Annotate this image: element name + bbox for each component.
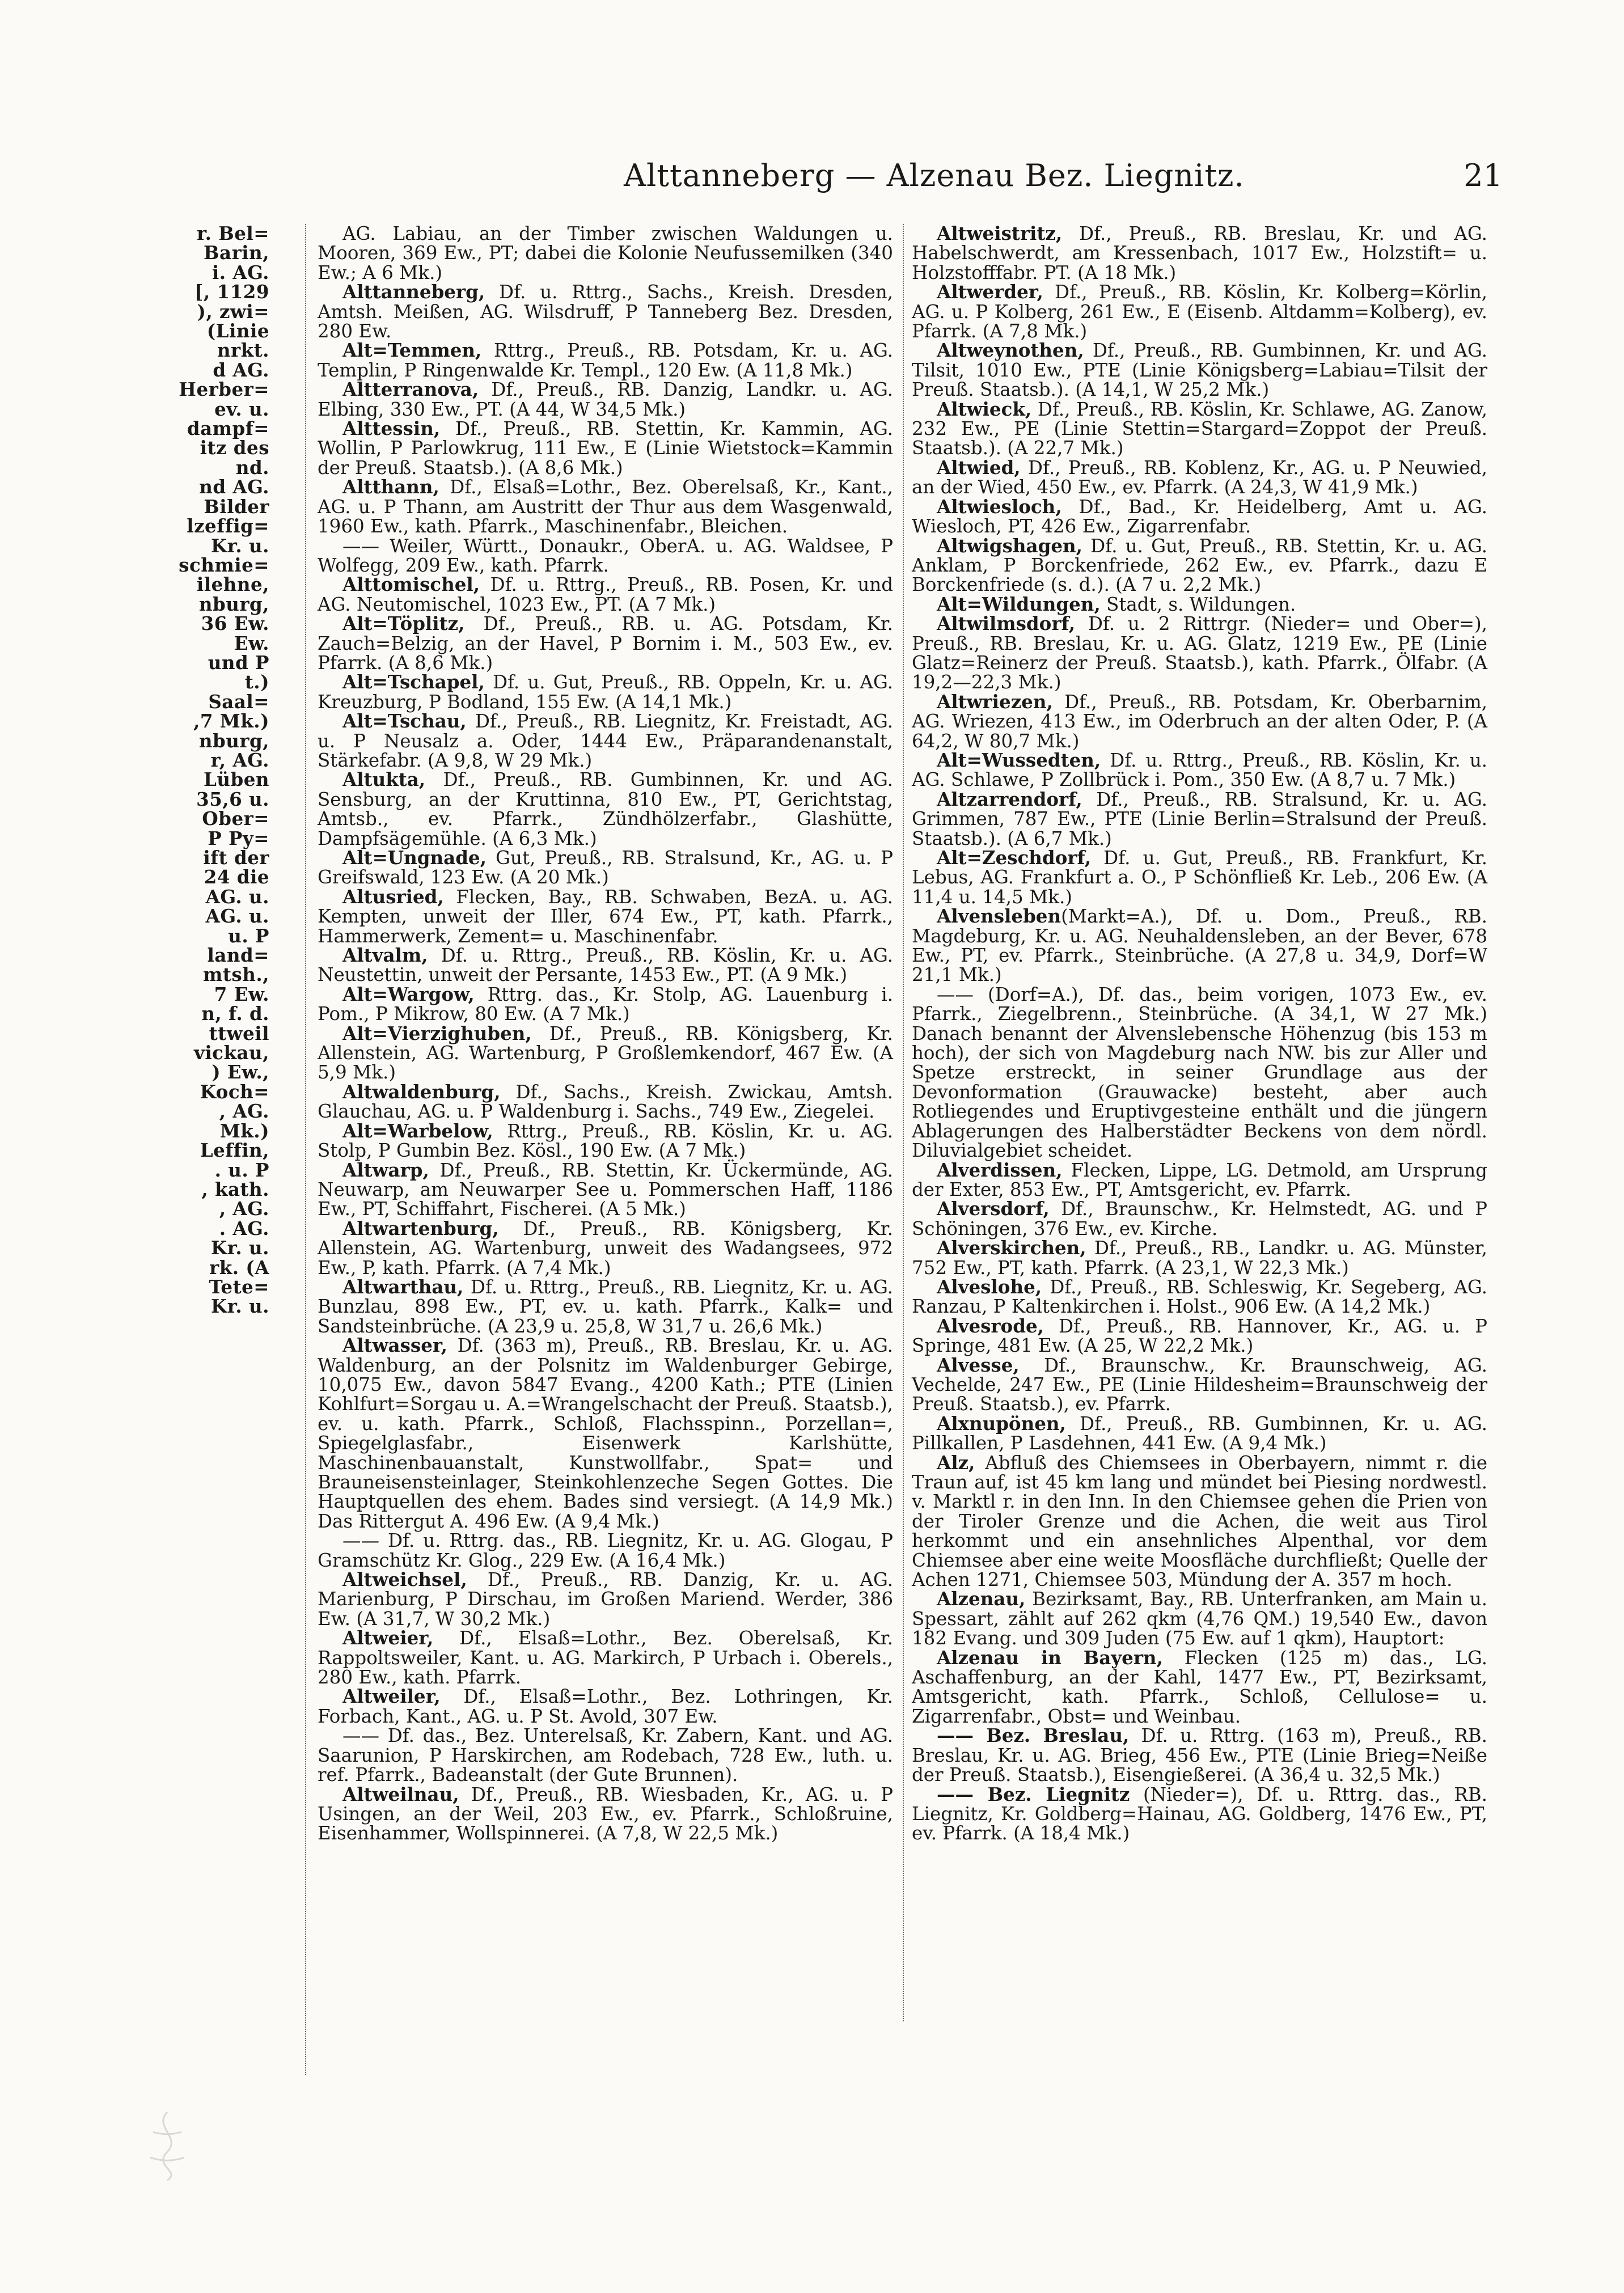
right-column [912,224,1487,1843]
entry-keyword: Altwiesloch, [937,495,1062,518]
entry-text: Rttrg. das., Kr. Stolp, AG. Lauenburg i. Pom., P Mikrow, 80 Ew. (A 7 Mk.) [318,983,893,1025]
entry-keyword: Altwilmsdorf, [937,612,1076,635]
left-fragment-line: land= [207,944,269,967]
left-fragment-line: Ober= [202,807,269,830]
gazetteer-entry [912,614,1487,692]
entry-keyword: Alt=Wargow, [342,983,475,1005]
left-fragment-line: dampf= [187,417,269,440]
gazetteer-entry [318,1687,893,1726]
entry-keyword: Altweynothen, [937,339,1084,362]
entry-text: Df. u. Gut, Preuß., RB. Frankfurt, Kr. Lebus, AG. Frankfurt a. O., P Schönfließ Kr. Leb., 206 Ew. (A 11,4 u. 14,5 Mk.) [912,847,1487,908]
entry-keyword: Alverskirchen, [937,1237,1086,1259]
gazetteer-entry [912,790,1487,848]
entry-keyword: Alttomischel, [342,573,480,596]
entry-text: Df., Preuß., RB. Danzig, Landkr. u. AG. Elbing, 330 Ew., PT. (A 44, W 34,5 Mk.) [318,379,893,420]
gazetteer-entry [912,595,1487,614]
left-fragment-line: vickau, [193,1042,269,1064]
left-column-fragment [45,224,269,1317]
entry-keyword: Altukta, [342,768,426,791]
left-fragment-line: , AG. [219,1198,269,1220]
gazetteer-entry [912,1353,1487,1415]
entry-keyword: Alttanneberg, [342,281,485,303]
entry-keyword: Alvensleben [937,905,1061,928]
entry-text: Df. u. Rttrg., Sachs., Kreish. Dresden, Amtsh. Meißen, AG. Wilsdruff, P Tanneberg Bez. Dresden, 280 Ew. [318,281,893,342]
column-rule-left [305,224,306,2075]
left-fragment-line: itz des [200,437,269,459]
left-fragment-line: ift der [203,847,269,869]
entry-text: Flecken (125 m) das., LG. Aschaffenburg, an der Kahl, 1477 Ew., PT, Bezirksamt, Amtsgericht, kath. Pfarrk., Schloß, Cellulose= u. Zigarrenfabr., Obst= und Weinbau. [912,1647,1487,1727]
gazetteer-entry [318,477,893,536]
gazetteer-entry [912,458,1487,497]
entry-keyword: Altvalm, [342,944,428,967]
entry-keyword: Alt=Tschapel, [342,671,485,693]
entry-text: Rttrg., Preuß., RB. Potsdam, Kr. u. AG. Templin, P Ringenwalde Kr. Templ., 120 Ew. (A 11,8 Mk.) [318,340,893,381]
gazetteer-entry [318,1628,893,1687]
entry-text: Df., Preuß., RB. u. AG. Potsdam, Kr. Zauch=Belzig, an der Havel, P Bornim i. M., 503 Ew., ev. Pfarrk. (A 8,6 Mk.) [318,613,893,674]
entry-keyword: Alversdorf, [937,1198,1050,1220]
left-fragment-line: mtsh., [203,963,269,986]
gazetteer-entry [912,985,1487,1161]
entry-keyword: —— Bez. Liegnitz [937,1783,1130,1805]
gazetteer-entry [318,1726,893,1784]
gazetteer-entry [318,1158,893,1220]
left-fragment-line: P Py= [208,827,269,849]
left-fragment-line: ,7 Mk.) [193,710,269,733]
left-fragment-line: und P [208,651,269,674]
entry-text: Df., Braunschw., Kr. Braunschweig, AG. Vechelde, 247 Ew., PE (Linie Hildesheim=Braunschweig der Preuß. Staatsb.), ev. Pfarrk. [912,1354,1487,1415]
entry-keyword: Altweier, [342,1627,434,1649]
entry-keyword: Altwarthau, [342,1275,464,1298]
entry-keyword: Alt=Zeschdorf, [937,847,1092,869]
entry-keyword: Altwartenburg, [342,1217,499,1239]
entry-text: Df., Braunschw., Kr. Helmstedt, AG. und P Schöningen, 376 Ew., ev. Kirche. [912,1198,1487,1239]
entry-text: Df., Preuß., RB. Gumbinnen, Kr. und AG. Tilsit, 1010 Ew., PTE (Linie Königsberg=Labiau=Tilsit der Preuß. Staatsb.). (A 14,1, W 25,2 Mk.) [912,340,1487,401]
left-fragment-line: nburg, [198,593,269,615]
gazetteer-entry [318,614,893,672]
gazetteer-entry [912,907,1487,985]
gazetteer-entry [912,224,1487,282]
entry-text: Df., Preuß., RB. Königsberg, Kr. Allenstein, AG. Wartenburg, P Großlemkendorf, 467 Ew. (A 5,9 Mk.) [318,1022,893,1084]
entry-keyword: Alttessin, [342,417,441,440]
entry-keyword: Alz, [937,1451,975,1474]
entry-keyword: Alt=Warbelow, [342,1119,493,1142]
page-header [624,158,1503,203]
entry-text: Df., Preuß., RB. Schleswig, Kr. Segeberg, AG. Ranzau, P Kaltenkirchen i. Holst., 906 Ew. (A 14,2 Mk.) [912,1276,1487,1318]
left-fragment-line: Saal= [208,690,269,713]
left-fragment-line: r. Bel= [197,224,269,244]
entry-text: Df., Preuß., RB. Köslin, Kr. Kolberg=Körlin, AG. u. P Kolberg, 261 Ew., E (Eisenb. Altdamm=Kolberg), ev. Pfarrk. (A 7,8 Mk.) [912,281,1487,342]
entry-text: Df., Preuß., RB. Liegnitz, Kr. Freistadt, AG. u. P Neusalz a. Oder, 1444 Ew., Präparandenanstalt, Stärkefabr. (A 9,8, W 29 Mk.) [318,710,893,771]
entry-text: Df. (363 m), Preuß., RB. Breslau, Kr. u. AG. Waldenburg, an der Polsnitz im Waldenburger Gebirge, 10,075 Ew., davon 5847 Evang., 4200 Kath.; PTE (Linien Kohlfurt=Sorgau u. A.=Wrangelschacht der Preuß. Staatsb.), ev. u. kath. Pfarrk., Schloß, Flachsspinn., Porzellan=, Spiegelglasfabr., Eisenwerk Karlshütte, Maschinenbauanstalt, Kunstwollfabr., Spat= und Brauneisensteinlager, Steinkohlenzeche Segen Gottes. Die Hauptquellen des ehem. Bades sind versiegt. (A 14,9 Mk.) Das Rittergut A. 496 Ew. (A 9,4 Mk.) [318,1335,893,1532]
entry-keyword: Alt=Töplitz, [342,612,465,635]
gazetteer-entry [912,692,1487,751]
left-fragment-line: Lüben [203,768,269,791]
entry-text: Df., Preuß., RB. Stralsund, Kr. u. AG. Grimmen, 787 Ew., PTE (Linie Berlin=Stralsund der Preuß. Staatsb.). (A 6,7 Mk.) [912,788,1487,849]
left-fragment-line: lzeffig= [187,515,269,538]
gazetteer-entry [318,536,893,576]
entry-text: Bezirksamt, Bay., RB. Unterfranken, am Main u. Spessart, zählt auf 262 qkm (4,76 QM.) 19,540 Ew., davon 182 Evang. und 309 Juden (75 Ew. auf 1 qkm), Hauptort: [912,1588,1487,1649]
entry-text: Df. u. Rttrg., Preuß., RB. Posen, Kr. und AG. Neutomischel, 1023 Ew., PT. (A 7 Mk.) [318,574,893,615]
left-fragment-line: Herber= [179,378,269,401]
gazetteer-entry [912,497,1487,536]
entry-keyword: Altusried, [342,885,444,908]
left-fragment-line: d AG. [213,358,269,381]
gazetteer-entry [912,1158,1487,1200]
entry-text: Stadt, s. Wildungen. [1100,593,1296,615]
entry-text: Df., Preuß., RB. Köslin, Kr. Schlawe, AG. Zanow, 232 Ew., PE (Linie Stettin=Stargard=Zoppot der Preuß. Staatsb.). (A 22,7 Mk.) [912,398,1487,459]
left-fragment-line: Bilder [204,495,269,518]
left-fragment-line: Mk.) [219,1119,269,1142]
gazetteer-entry [318,1119,893,1162]
gazetteer-entry [318,1277,893,1336]
left-fragment-line: 7 Ew. [214,983,269,1005]
gazetteer-entry [912,1453,1487,1590]
gazetteer-entry [912,748,1487,791]
column-rule-right [903,224,904,2021]
left-fragment-line: nd. [235,456,269,479]
gazetteer-entry [318,575,893,614]
left-fragment-line: nd AG. [199,476,269,498]
gazetteer-entry [318,1219,893,1277]
left-fragment-line: 24 die [204,866,269,889]
entry-keyword: Alxnupönen, [937,1412,1066,1435]
entry-keyword: Alt=Wildungen, [937,593,1101,615]
entry-keyword: Altterranova, [342,378,479,401]
entry-keyword: Altweichsel, [342,1568,467,1591]
gazetteer-entry [912,848,1487,907]
gazetteer-entry [912,1726,1487,1784]
left-fragment-line: Tete= [209,1275,269,1298]
entry-text: —— Weiler, Württ., Donaukr., OberA. u. AG. Waldsee, P Wolfegg, 209 Ew., kath. Pfarrk. [318,535,893,576]
middle-column [318,224,893,1843]
entry-text: Gut, Preuß., RB. Stralsund, Kr., AG. u. P Greifswald, 123 Ew. (A 20 Mk.) [318,847,893,889]
left-fragment-line: nburg, [198,729,269,752]
gazetteer-entry [318,282,893,341]
entry-keyword: Altwriezen, [937,690,1053,713]
entry-text: Df., Preuß., RB. Stettin, Kr. Ückermünde, AG. Neuwarp, am Neuwarper See u. Pommerschen Haff, 1186 Ew., PT, Schiffahrt, Fischerei. (A 5 Mk.) [318,1159,893,1220]
gazetteer-entry [912,536,1487,595]
gazetteer-entry [318,1570,893,1628]
left-fragment-line: , AG. [219,1100,269,1123]
gazetteer-entry [912,1277,1487,1317]
gazetteer-entry [318,946,893,985]
gazetteer-entry [318,224,893,282]
gazetteer-entry [318,1336,893,1531]
entry-text: Flecken, Lippe, LG. Detmold, am Ursprung der Exter, 853 Ew., PT, Amtsgericht, ev. Pfarrk. [912,1159,1487,1200]
entry-text: Df., Preuß., RB. Breslau, Kr. und AG. Habelschwerdt, am Kressenbach, 1017 Ew., Holzstift= u. Holzstofffabr. PT. (A 18 Mk.) [912,223,1487,284]
entry-keyword: Altwerder, [937,281,1043,303]
left-fragment-line: ev. u. [214,397,269,420]
gazetteer-entry [912,1414,1487,1453]
left-fragment-line: nrkt. [217,339,269,362]
left-fragment-line: i. AG. [212,261,269,284]
gazetteer-entry [912,1589,1487,1648]
entry-keyword: Altwaldenburg, [342,1080,501,1103]
left-fragment-line: rk. (A [209,1256,269,1279]
entry-text: Df. u. Gut, Preuß., RB. Stettin, Kr. u. AG. Anklam, P Borckenfriede, 262 Ew., ev. Pfarrk., dazu E Borckenfriede (s. d.). (A 7 u. 2,2 Mk.) [912,535,1487,596]
entry-text: Df., Preuß., RB. Gumbinnen, Kr. u. AG. Pillkallen, P Lasdehnen, 441 Ew. (A 9,4 Mk.) [912,1412,1487,1454]
left-fragment-line: Kr. u. [211,1295,269,1317]
left-fragment-line: (Linie [206,320,269,342]
gazetteer-entry [318,712,893,770]
gazetteer-entry [318,419,893,477]
page-title: Alttanneberg — Alzenau Bez. Liegnitz. [624,158,1245,193]
entry-keyword: Alt=Tschau, [342,710,467,733]
ornament-icon [142,2109,193,2183]
left-fragment-line: Koch= [200,1080,269,1103]
gazetteer-entry [318,887,893,946]
entry-text: AG. Labiau, an der Timber zwischen Waldungen u. Mooren, 369 Ew., PT; dabei die Kolonie Neufussemilken (340 Ew.; A 6 Mk.) [318,223,893,284]
entry-text: —— Df. das., Bez. Unterelsaß, Kr. Zabern, Kant. und AG. Saarunion, P Harskirchen, am Rodebach, 728 Ew., luth. u. ref. Pfarrk., Badeanstalt (der Gute Brunnen). [318,1725,893,1786]
entry-text: Df. u. Rttrg., Preuß., RB. Köslin, Kr. u. AG. Neustettin, unweit der Persante, 1453 Ew., PT. (A 9 Mk.) [318,945,893,986]
gazetteer-entry [912,397,1487,459]
entry-text: Df., Preuß., RB. Hannover, Kr., AG. u. P Springe, 481 Ew. (A 25, W 22,2 Mk.) [912,1315,1487,1357]
left-fragment-line: ttweil [209,1022,269,1044]
entry-text: (Nieder=), Df. u. Rttrg. das., RB. Liegnitz, Kr. Goldberg=Hainau, AG. Goldberg, 1476 Ew., PT, ev. Pfarrk. (A 18,4 Mk.) [912,1783,1487,1844]
entry-text: Flecken, Bay., RB. Schwaben, BezA. u. AG. Kempten, unweit der Iller, 674 Ew., PT, kath. Pfarrk., Hammerwerk, Zement= u. Maschinenfabr. [318,886,893,947]
entry-keyword: Alt=Ungnade, [342,847,487,869]
entry-text: Rttrg., Preuß., RB. Köslin, Kr. u. AG. Stolp, P Gumbin Bez. Kösl., 190 Ew. (A 7 Mk.) [318,1120,893,1162]
left-fragment-line: AG. u. [205,905,269,928]
entry-keyword: Alt=Wussedten, [937,748,1101,771]
entry-keyword: Altwied, [937,456,1021,479]
left-fragment-line: schmie= [179,553,269,576]
left-fragment-line: [, 1129 [194,281,269,303]
gazetteer-entry [912,1199,1487,1238]
gazetteer-entry [318,770,893,848]
left-fragment-line: u. P [228,924,269,947]
entry-keyword: Alt=Temmen, [342,339,482,362]
entry-text: Df., Preuß., RB. Wiesbaden, Kr., AG. u. P Usingen, an der Weil, 203 Ew., ev. Pfarrk., Schloßruine, Eisenhammer, Wollspinnerei. (A 7,8, W 22,5 Mk.) [318,1783,893,1844]
left-fragment-line: Barin, [204,242,269,264]
gazetteer-entry [318,341,893,380]
gazetteer-entry [318,1082,893,1122]
entry-text: Df. u. Gut, Preuß., RB. Oppeln, Kr. u. AG. Kreuzburg, P Bodland, 155 Ew. (A 14,1 Mk.) [318,671,893,713]
gazetteer-entry [912,341,1487,399]
entry-keyword: Altwarp, [342,1158,429,1181]
entry-keyword: Altweilnau, [342,1783,459,1805]
gazetteer-entry [318,985,893,1024]
left-fragment-line: . u. P [214,1158,269,1181]
entry-keyword: Alt=Vierzighuben, [342,1022,532,1044]
entry-keyword: Altwieck, [937,397,1032,420]
entry-text: Df. u. 2 Rittrgr. (Nieder= und Ober=), Preuß., RB. Breslau, Kr. u. AG. Glatz, 1219 Ew., PE (Linie Glatz=Reinerz der Preuß. Staatsb.), kath. Pfarrk., Ölfabr. (A 19,2—22,3 Mk.) [912,613,1487,693]
gazetteer-entry [318,672,893,712]
gazetteer-entry [912,1785,1487,1843]
gazetteer-entry [912,282,1487,341]
entry-text: Df., Preuß., RB. Königsberg, Kr. Allenstein, AG. Wartenburg, unweit des Wadangsees, 972 Ew., P, kath. Pfarrk. (A 7,4 Mk.) [318,1217,893,1279]
entry-keyword: Altwigshagen, [937,534,1082,557]
left-fragment-line: ), zwi= [197,300,269,323]
gazetteer-entry [318,1531,893,1570]
left-fragment-line: r, AG. [210,748,269,771]
left-fragment-line: t.) [244,671,269,693]
entry-text: Df., Preuß., RB., Landkr. u. AG. Münster, 752 Ew., PT, kath. Pfarrk. (A 23,1, W 22,3 Mk.) [912,1237,1487,1279]
entry-keyword: Altthann, [342,476,439,498]
gazetteer-entry [318,380,893,419]
left-fragment-line: Kr. u. [211,1237,269,1259]
entry-text: Df., Preuß., RB. Danzig, Kr. u. AG. Marienburg, P Dirschau, im Großen Mariend. Werder, 386 Ew. (A 31,7, W 30,2 Mk.) [318,1569,893,1630]
entry-text: Df., Preuß., RB. Gumbinnen, Kr. und AG. Sensburg, an der Kruttinna, 810 Ew., PT, Gerichtstag, Amtsb., ev. Pfarrk., Zündhölzerfabr., Glashütte, Dampfsägemühle. (A 6,3 Mk.) [318,769,893,849]
gazetteer-entry [912,1238,1487,1277]
entry-keyword: Altzarrendorf, [937,788,1082,810]
entry-text: (Markt=A.), Df. u. Dom., Preuß., RB. Magdeburg, Kr. u. AG. Neuhaldensleben, an der Bever, 678 Ew., PT, ev. Pfarrk., Steinbrüche. (A 27,8 u. 34,9, Dorf=W 21,1 Mk.) [912,906,1487,986]
left-fragment-line: Kr. u. [211,534,269,557]
entry-keyword: Alverdissen, [937,1158,1063,1181]
gazetteer-entry [318,1785,893,1843]
left-fragment-line: ilehne, [196,573,269,596]
entry-text: Df., Bad., Kr. Heidelberg, Amt u. AG. Wiesloch, PT, 426 Ew., Zigarrenfabr. [912,496,1487,538]
left-fragment-line: , kath. [201,1178,269,1200]
entry-text: Df., Preuß., RB. Stettin, Kr. Kammin, AG. Wollin, P Parlowkrug, 111 Ew., E (Linie Wietstock=Kammin der Preuß. Staatsb.). (A 8,6 Mk.) [318,418,893,479]
left-fragment-line: . AG. [219,1217,269,1239]
entry-text: Df. u. Rttrg., Preuß., RB. Köslin, Kr. u. AG. Schlawe, P Zollbrück i. Pom., 350 Ew. (A 8,7 u. 7 Mk.) [912,749,1487,791]
entry-text: Df., Elsaß=Lothr., Bez. Oberelsaß, Kr. Rappoltsweiler, Kant. u. AG. Markirch, P Urbach i. Oberels., 280 Ew., kath. Pfarrk. [318,1627,893,1689]
entry-keyword: Alzenau, [937,1588,1026,1610]
gazetteer-entry [318,848,893,887]
left-fragment-line: n, f. d. [201,1002,269,1025]
left-fragment-line: Leffin, [200,1139,269,1162]
entry-text: Abfluß des Chiemsees in Oberbayern, nimmt r. die Traun auf, ist 45 km lang und mündet bei Piesing nordwestl. v. Marktl r. in den Inn. In den Chiemsee gehen die Prien von der Tiroler Grenze und die Achen, die weit aus Tirol herkommt und ein ansehnliches Alpenthal, vor dem Chiemsee aber eine weite Moosfläche durchfließt; Quelle der Achen 1271, Chiemsee 503, Mündung der A. 357 m hoch. [912,1452,1487,1591]
entry-text: Df. u. Rttrg., Preuß., RB. Liegnitz, Kr. u. AG. Bunzlau, 898 Ew., PT, ev. u. kath. Pfarrk., Kalk= und Sandsteinbrüche. (A 23,9 u. 25,8, W 31,7 u. 26,6 Mk.) [318,1276,893,1337]
entry-keyword: —— Bez. Breslau, [937,1724,1130,1747]
entry-text: —— (Dorf=A.), Df. das., beim vorigen, 1073 Ew., ev. Pfarrk., Ziegelbrenn., Steinbrüche. (A 34,1, W 27 Mk.) Danach benannt der Alvenslebensche Höhenzug (bis 153 m hoch), der sich von Magdeburg nach NW. bis zur Aller und Spetze erstreckt, in seiner Grundlage aus der Devonformation (Grauwacke) besteht, aber auch Rotliegendes und Eruptivgesteine enthält und die jüngern Ablagerungen des Halberstädter Beckens von dem nördl. Diluvialgebiet scheidet. [912,983,1487,1162]
left-fragment-line: AG. u. [205,885,269,908]
entry-keyword: Altwasser, [342,1334,447,1357]
gazetteer-entry [912,1314,1487,1357]
entry-text: Df., Sachs., Kreish. Zwickau, Amtsh. Glauchau, AG. u. P Waldenburg i. Sachs., 749 Ew., Ziegelei. [318,1081,893,1123]
left-fragment-line: Ew. [234,632,269,654]
left-fragment-line: ) Ew., [212,1061,269,1084]
entry-keyword: Alvesrode, [937,1314,1044,1337]
entry-text: Df. u. Rttrg. (163 m), Preuß., RB. Breslau, Kr. u. AG. Brieg, 456 Ew., PTE (Linie Brieg=Neiße der Preuß. Staatsb.), Eisengießerei. (A 36,4 u. 32,5 Mk.) [912,1725,1488,1786]
entry-keyword: Alzenau in Bayern, [937,1646,1163,1669]
entry-keyword: Alvesse, [937,1353,1020,1376]
left-fragment-line: 35,6 u. [196,788,269,810]
entry-text: —— Df. u. Rttrg. das., RB. Liegnitz, Kr. u. AG. Glogau, P Gramschütz Kr. Glog., 229 Ew. (A 16,4 Mk.) [318,1530,893,1571]
entry-text: Df., Elsaß=Lothr., Bez. Lothringen, Kr. Forbach, Kant., AG. u. P St. Avold, 307 Ew. [318,1686,893,1727]
entry-keyword: Altweiler, [342,1685,441,1708]
gazetteer-entry [912,1648,1487,1727]
gazetteer-entry [318,1024,893,1082]
left-fragment-line: 36 Ew. [201,612,269,635]
entry-text: Df., Preuß., RB. Koblenz, Kr., AG. u. P Neuwied, an der Wied, 450 Ew., ev. Pfarrk. (A 24,3, W 41,9 Mk.) [912,456,1487,498]
entry-text: Df., Preuß., RB. Potsdam, Kr. Oberbarnim, AG. Wriezen, 413 Ew., im Oderbruch an der alten Oder, P. (A 64,2, W 80,7 Mk.) [912,691,1487,752]
entry-keyword: Alveslohe, [937,1275,1042,1298]
page-number: 21 [1464,158,1503,193]
entry-keyword: Altweistritz, [937,222,1063,244]
entry-text: Df., Elsaß=Lothr., Bez. Oberelsaß, Kr., Kant., AG. u. P Thann, am Austritt der Thur aus dem Wasgenwald, 1960 Ew., kath. Pfarrk., Maschinenfabr., Bleichen. [318,476,893,538]
